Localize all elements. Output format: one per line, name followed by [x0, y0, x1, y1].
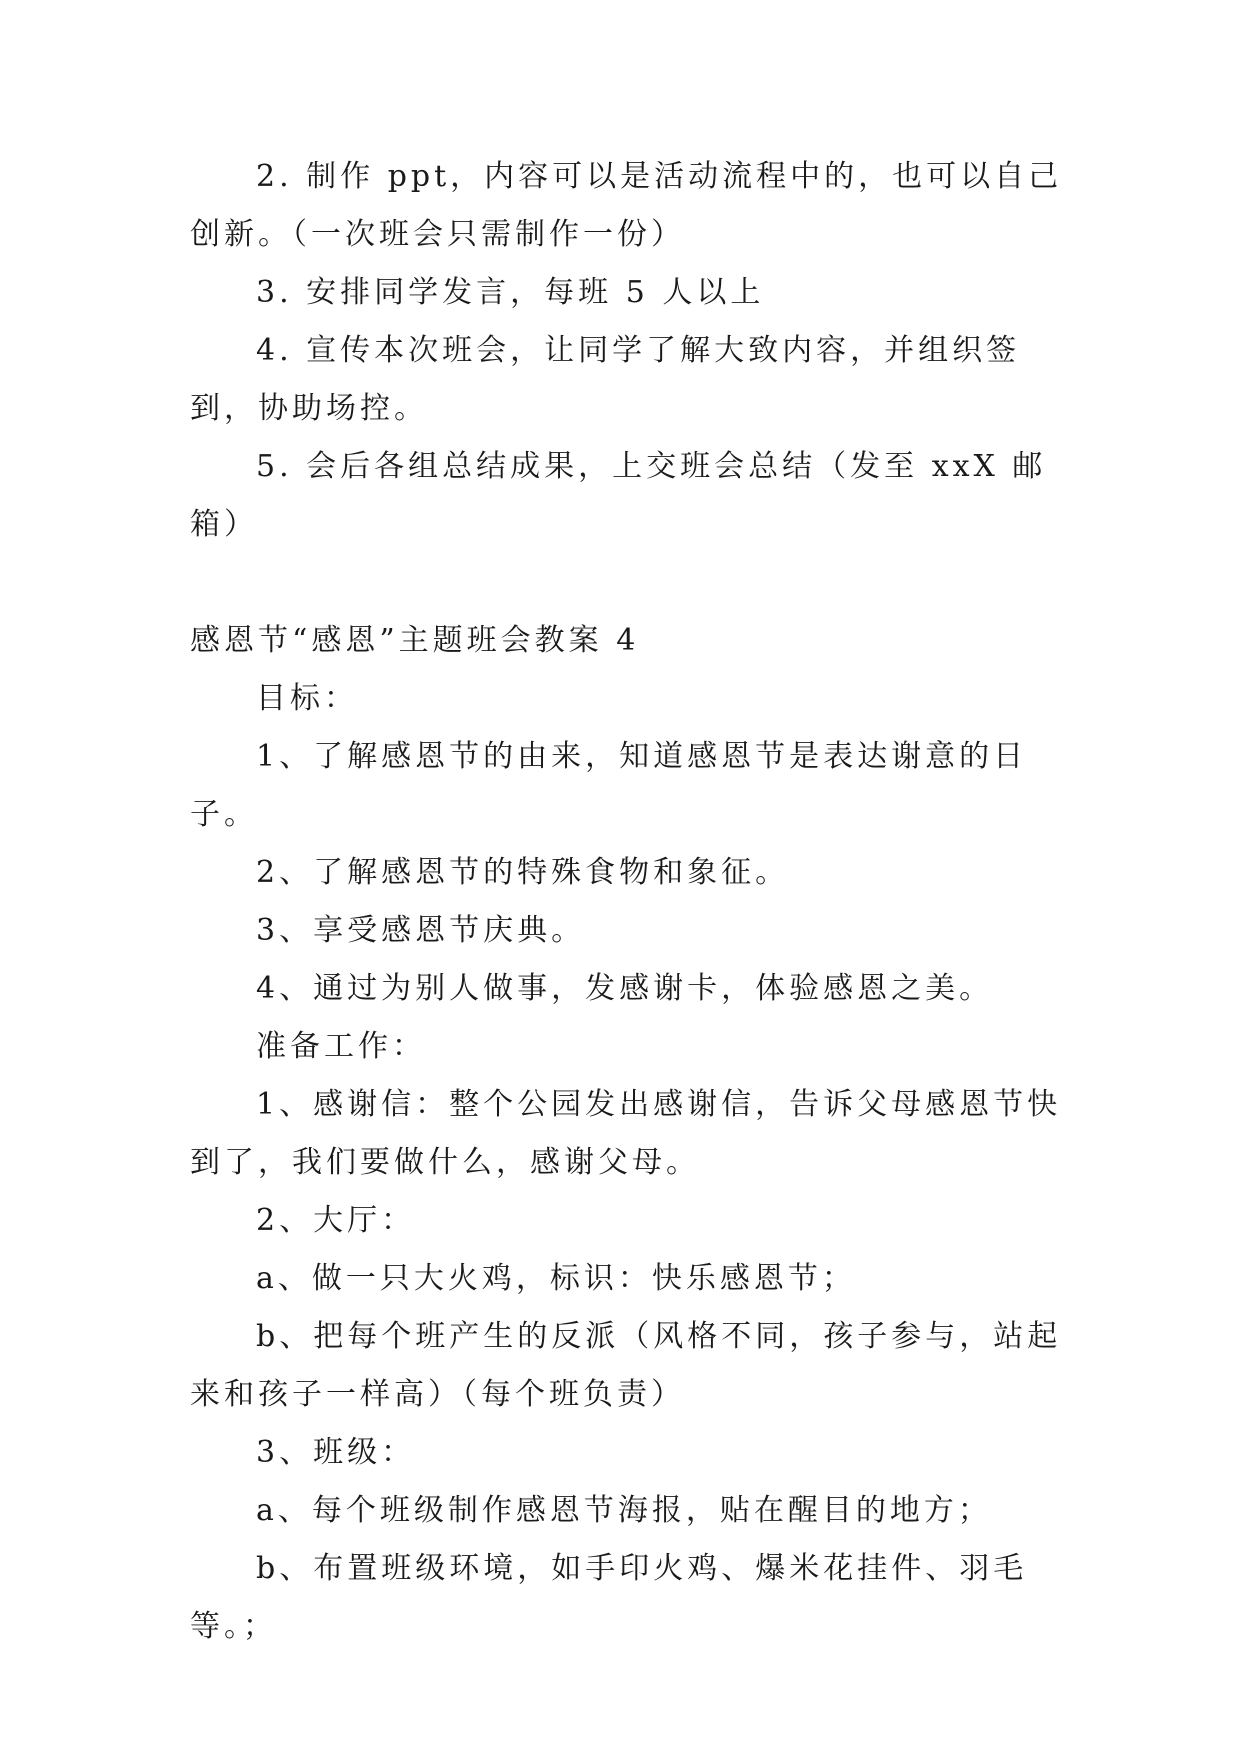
section-title: 感恩节“感恩”主题班会教案 4 [190, 623, 640, 658]
paragraph: a、每个班级制作感恩节海报，贴在醒目的地方； [256, 1493, 992, 1528]
paragraph: 4. 宣传本次班会，让同学了解大致内容，并组织签到，协助场控。 [190, 333, 1021, 426]
paragraph: 3、班级： [256, 1435, 416, 1470]
paragraph: b、把每个班产生的反派（风格不同，孩子参与，站起来和孩子一样高）（每个班负责） [190, 1319, 1062, 1412]
paragraph: 3、享受感恩节庆典。 [256, 913, 586, 948]
paragraph: a、做一只大火鸡，标识：快乐感恩节； [256, 1261, 856, 1296]
paragraph: 1、感谢信：整个公园发出感谢信，告诉父母感恩节快到了，我们要做什么，感谢父母。 [190, 1087, 1062, 1180]
paragraph: 2. 制作 ppt，内容可以是活动流程中的，也可以自己创新。（一次班会只需制作一份） [190, 159, 1063, 252]
paragraph: 3. 安排同学发言，每班 5 人以上 [256, 275, 765, 310]
paragraph: b、布置班级环境，如手印火鸡、爆米花挂件、羽毛等。； [190, 1551, 1028, 1644]
paragraph: 2、了解感恩节的特殊食物和象征。 [256, 855, 790, 890]
spacer [190, 554, 1070, 612]
paragraph: 2、大厅： [256, 1203, 416, 1238]
paragraph: 1、了解感恩节的由来，知道感恩节是表达谢意的日子。 [190, 739, 1028, 832]
paragraph: 4、通过为别人做事，发感谢卡，体验感恩之美。 [256, 971, 994, 1006]
paragraph: 准备工作： [256, 1029, 426, 1064]
paragraph: 目标： [256, 681, 358, 716]
paragraph: 5. 会后各组总结成果，上交班会总结（发至 xxX 邮箱） [190, 449, 1047, 542]
document-body [190, 148, 1070, 1656]
